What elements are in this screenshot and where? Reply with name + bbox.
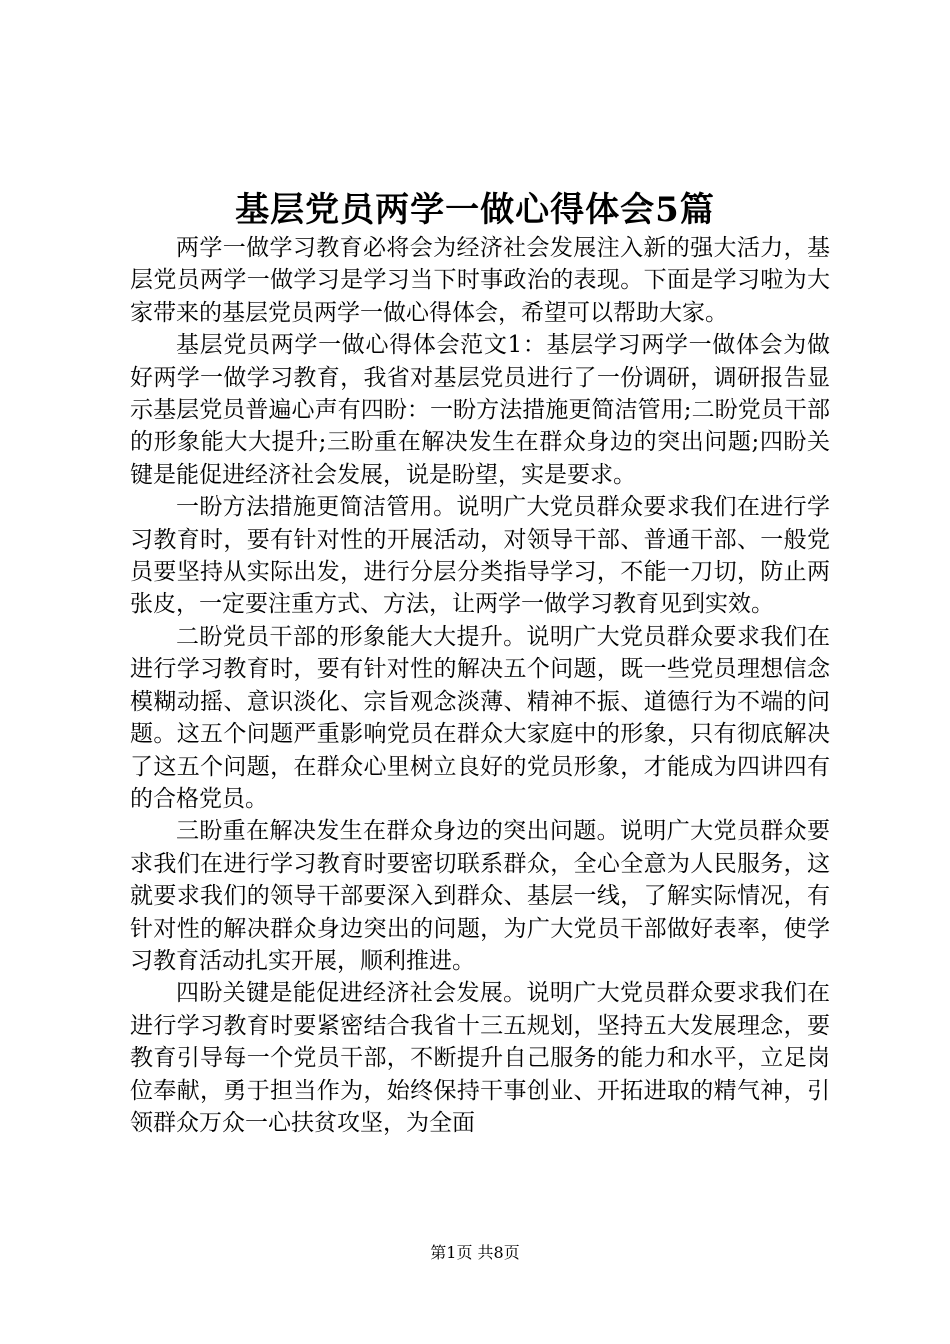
paragraph-hope-2: 二盼党员干部的形象能大大提升。说明广大党员群众要求我们在进行学习教育时，要有针对性的解决五个问题，既一些党员理想信念模糊动摇、意识淡化、宗旨观念淡薄、精神不振、道德行为不端的问题。这五个问题严重影响党员在群众大家庭中的形象，只有彻底解决了这五个问题，在群众心里树立良好的党员形象，才能成为四讲四有的合格党员。 (130, 623, 830, 812)
document-body (130, 232, 830, 1139)
paragraph-hope-1: 一盼方法措施更简洁管用。说明广大党员群众要求我们在进行学习教育时，要有针对性的开展活动，对领导干部、普通干部、一般党员要坚持从实际出发，进行分层分类指导学习，不能一刀切，防止两张皮，一定要注重方式、方法，让两学一做学习教育见到实效。 (130, 494, 830, 618)
document-title: 基层党员两学一做心得体会5篇 (235, 190, 715, 230)
page-footer: 第1页 共8页 (430, 1243, 520, 1262)
paragraph-sample-1: 基层党员两学一做心得体会范文1：基层学习两学一做体会为做好两学一做学习教育，我省对基层党员进行了一份调研，调研报告显示基层党员普遍心声有四盼：一盼方法措施更简洁管用;二盼党员干部的形象能大大提升;三盼重在解决发生在群众身边的突出问题;四盼关键是能促进经济社会发展，说是盼望，实是要求。 (130, 332, 830, 488)
paragraph-intro: 两学一做学习教育必将会为经济社会发展注入新的强大活力，基层党员两学一做学习是学习当下时事政治的表现。下面是学习啦为大家带来的基层党员两学一做心得体会，希望可以帮助大家。 (130, 235, 830, 326)
paragraph-hope-4: 四盼关键是能促进经济社会发展。说明广大党员群众要求我们在进行学习教育时要紧密结合我省十三五规划，坚持五大发展理念，要教育引导每一个党员干部，不断提升自己服务的能力和水平，立足岗位奉献，勇于担当作为，始终保持干事创业、开拓进取的精气神，引领群众万众一心扶贫攻坚，为全面 (130, 980, 830, 1136)
paragraph-hope-3: 三盼重在解决发生在群众身边的突出问题。说明广大党员群众要求我们在进行学习教育时要密切联系群众，全心全意为人民服务，这就要求我们的领导干部要深入到群众、基层一线，了解实际情况，有针对性的解决群众身边突出的问题，为广大党员干部做好表率，使学习教育活动扎实开展，顺利推进。 (130, 818, 830, 974)
